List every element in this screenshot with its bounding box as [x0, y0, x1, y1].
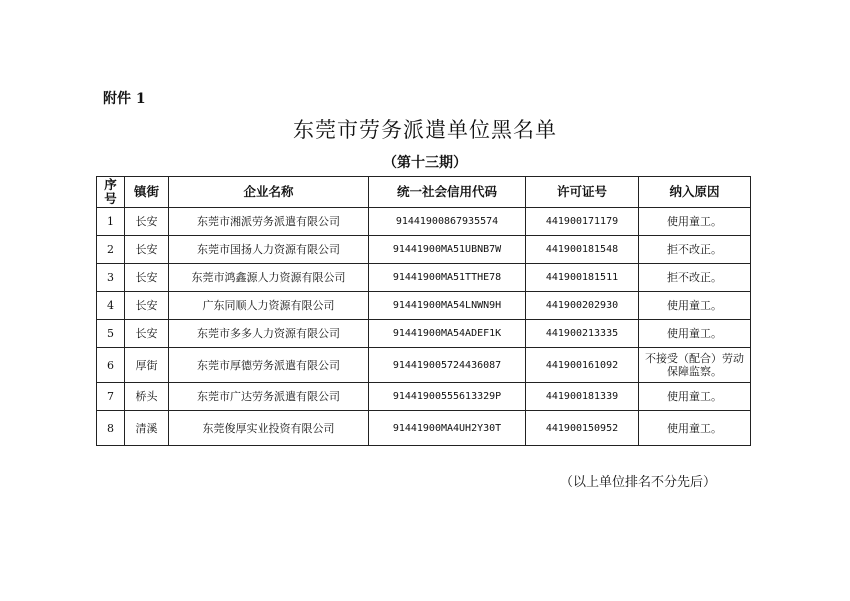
- header-company: 企业名称: [169, 177, 369, 208]
- cell-seq: 4: [97, 292, 125, 320]
- table-row: [97, 208, 751, 236]
- header-license: 许可证号: [526, 177, 639, 208]
- cell-company: 东莞市湘派劳务派遣有限公司: [169, 208, 369, 236]
- cell-town: 长安: [125, 236, 169, 264]
- blacklist-table: [96, 176, 751, 446]
- cell-town: 长安: [125, 264, 169, 292]
- cell-credit-code: 91441900867935574: [369, 208, 526, 236]
- cell-credit-code: 914419005724436087: [369, 348, 526, 383]
- header-seq-line2: 号: [104, 191, 117, 206]
- cell-license: 441900161092: [526, 348, 639, 383]
- table-row: [97, 383, 751, 411]
- cell-company: 广东同顺人力资源有限公司: [169, 292, 369, 320]
- cell-company: 东莞市国扬人力资源有限公司: [169, 236, 369, 264]
- cell-seq: 3: [97, 264, 125, 292]
- cell-reason: 使用童工。: [639, 383, 751, 411]
- header-seq: [97, 177, 125, 208]
- cell-reason: 拒不改正。: [639, 236, 751, 264]
- cell-credit-code: 91441900MA54LNWN9H: [369, 292, 526, 320]
- cell-seq: 7: [97, 383, 125, 411]
- cell-company: 东莞市多多人力资源有限公司: [169, 320, 369, 348]
- table-row: [97, 411, 751, 446]
- cell-credit-code: 91441900MA51TTHE78: [369, 264, 526, 292]
- cell-seq: 1: [97, 208, 125, 236]
- cell-credit-code: 91441900555613329P: [369, 383, 526, 411]
- cell-company: 东莞市厚德劳务派遣有限公司: [169, 348, 369, 383]
- cell-company: 东莞市广达劳务派遣有限公司: [169, 383, 369, 411]
- cell-company: 东莞市鸿鑫源人力资源有限公司: [169, 264, 369, 292]
- table-header-row: [97, 177, 751, 208]
- cell-town: 长安: [125, 320, 169, 348]
- cell-license: 441900213335: [526, 320, 639, 348]
- cell-seq: 2: [97, 236, 125, 264]
- page-title: 东莞市劳务派遣单位黑名单: [293, 118, 557, 142]
- cell-town: 桥头: [125, 383, 169, 411]
- cell-seq: 6: [97, 348, 125, 383]
- cell-town: 长安: [125, 292, 169, 320]
- cell-reason: 不接受（配合）劳动保障监察。: [639, 348, 751, 383]
- table-row: [97, 264, 751, 292]
- header-seq-line1: 序: [104, 177, 117, 192]
- table-row: [97, 320, 751, 348]
- cell-town: 长安: [125, 208, 169, 236]
- table-row: [97, 292, 751, 320]
- footnote: （以上单位排名不分先后）: [560, 475, 717, 490]
- header-credit-code: 统一社会信用代码: [369, 177, 526, 208]
- cell-license: 441900202930: [526, 292, 639, 320]
- cell-reason: 使用童工。: [639, 320, 751, 348]
- cell-credit-code: 91441900MA54ADEF1K: [369, 320, 526, 348]
- attachment-label: 附件 1: [103, 91, 146, 107]
- period-label: （第十三期）: [383, 155, 467, 171]
- table-row: [97, 236, 751, 264]
- header-reason: 纳入原因: [639, 177, 751, 208]
- cell-reason: 使用童工。: [639, 208, 751, 236]
- table-row: [97, 348, 751, 383]
- cell-town: 清溪: [125, 411, 169, 446]
- cell-license: 441900150952: [526, 411, 639, 446]
- cell-license: 441900181339: [526, 383, 639, 411]
- cell-seq: 8: [97, 411, 125, 446]
- cell-reason: 拒不改正。: [639, 264, 751, 292]
- cell-reason: 使用童工。: [639, 411, 751, 446]
- cell-license: 441900181511: [526, 264, 639, 292]
- cell-seq: 5: [97, 320, 125, 348]
- cell-credit-code: 91441900MA4UH2Y30T: [369, 411, 526, 446]
- cell-license: 441900181548: [526, 236, 639, 264]
- cell-license: 441900171179: [526, 208, 639, 236]
- header-town: 镇街: [125, 177, 169, 208]
- cell-credit-code: 91441900MA51UBNB7W: [369, 236, 526, 264]
- cell-company: 东莞俊厚实业投资有限公司: [169, 411, 369, 446]
- cell-town: 厚街: [125, 348, 169, 383]
- cell-reason: 使用童工。: [639, 292, 751, 320]
